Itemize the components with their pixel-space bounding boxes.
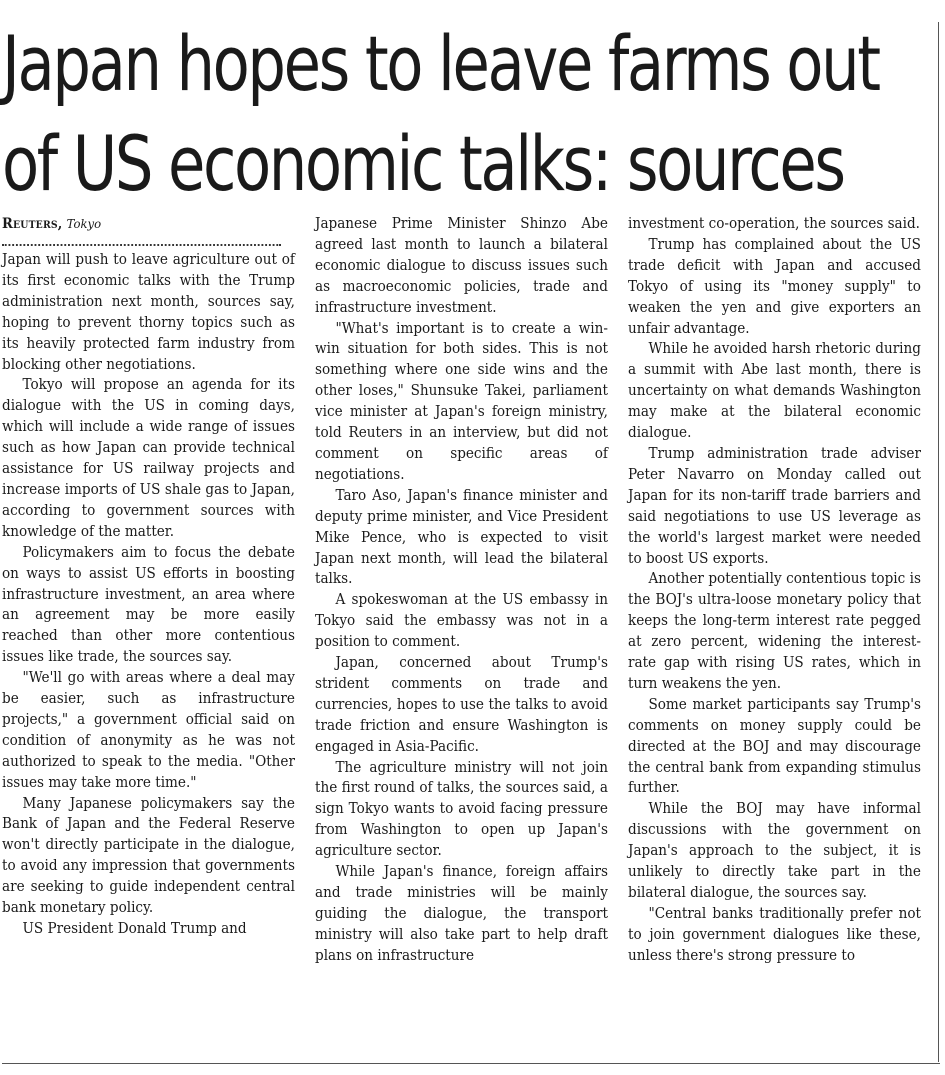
paragraph: While the BOJ may have informal discussions with the government on Japan's approach to the subject, it is unlikely to directly take part in the bilateral dialogue, the sources say. [628,800,921,901]
byline-city: Tokyo [66,216,102,231]
article-column-1 [2,214,295,940]
paragraph: Trump administration trade adviser Peter Navarro on Monday called out Japan for its non-tariff trade barriers and said negotiations to use US leverage as the world's largest market were needed to boost US exports. [628,444,921,567]
paragraph: Another potentially contentious topic is the BOJ's ultra-loose monetary policy that keeps the long-term interest rate pegged at zero percent, widening the interest-rate gap with rising US rates, which in turn weakens the yen. [628,570,921,692]
paragraph: Trump has complained about the US trade deficit with Japan and accused Tokyo of using its "money supply" to weaken the yen and give exporters an unfair advantage. [628,235,921,337]
column-rule-right [938,22,939,1062]
paragraph: Policymakers aim to focus the debate on ways to assist US efforts in boosting infrastructure investment, an area where an agreement may be more easily reached than other more contentious issues like trade, the sources say. [2,543,295,666]
byline-agency: Reuters, [2,216,63,232]
paragraph: Japan will push to leave agriculture out of its first economic talks with the Trump administration next month, sources say, hoping to prevent thorny topics such as its heavily protected farm industry from blocking other negotiations. [2,251,295,373]
headline-line-2: of US economic talks: sources [2,119,844,208]
headline [2,14,930,214]
paragraph-continued: investment co-operation, the sources said. [628,215,921,232]
headline-line-1: Japan hopes to leave farms out [2,19,879,108]
paragraph: Some market participants say Trump's comments on money supply could be directed at the BOJ and may discourage the central bank from expanding stimulus further. [628,695,921,797]
article-column-3 [628,214,921,967]
paragraph: Taro Aso, Japan's finance minister and deputy prime minister, and Vice President Mike Pence, who is expected to visit Japan next month, will lead the bilateral talks. [315,486,608,588]
paragraph: Tokyo will propose an agenda for its dialogue with the US in coming days, which will include a wide range of issues such as how Japan can provide technical assistance for US railway projects and increase imports of US shale gas to Japan, according to government sources with knowledge of the matter. [2,376,295,540]
paragraph: A spokeswoman at the US embassy in Tokyo said the embassy was not in a position to comment. [315,591,608,651]
paragraph: US President Donald Trump and [22,920,247,937]
paragraph: While Japan's finance, foreign affairs and trade ministries will be mainly guiding the dialogue, the transport ministry will also take part to help draft plans on infrastructure [315,863,608,964]
byline-divider [2,234,281,246]
paragraph: "Central banks traditionally prefer not to join government dialogues like these, unless there's strong pressure to [628,904,921,964]
paragraph: Japan, concerned about Trump's strident comments on trade and currencies, hopes to use the talks to avoid trade friction and ensure Washington is engaged in Asia-Pacific. [315,654,608,755]
paragraph: While he avoided harsh rhetoric during a summit with Abe last month, there is uncertainty on what demands Washington may make at the bilateral economic dialogue. [628,340,921,442]
paragraph: "We'll go with areas where a deal may be easier, such as infrastructure projects," a government official said on condition of anonymity as he was not authorized to speak to the media. "Other issues may take more time." [2,669,295,791]
paragraph: "What's important is to create a win-win situation for both sides. This is not something where one side wins and the other loses," Shunsuke Takei, parliament vice minister at Japan's foreign ministry, told Reuters in an interview, but did not comment on specific areas of negotiations. [315,319,608,483]
paragraph: The agriculture ministry will not join the first round of talks, the sources said, a sign Tokyo wants to avoid facing pressure from Washington to open up Japan's agriculture sector. [315,758,608,860]
paragraph-continued: Japanese Prime Minister Shinzo Abe agreed last month to launch a bilateral economic dialogue to discuss issues such as macroeconomic policies, trade and infrastructure investment. [315,215,608,316]
page-rule-bottom [2,1063,940,1064]
article-column-2 [315,214,608,967]
paragraph: Many Japanese policymakers say the Bank of Japan and the Federal Reserve won't directly participate in the dialogue, to avoid any impression that governments are seeking to guide independent central bank monetary policy. [2,794,295,917]
byline [2,214,295,234]
